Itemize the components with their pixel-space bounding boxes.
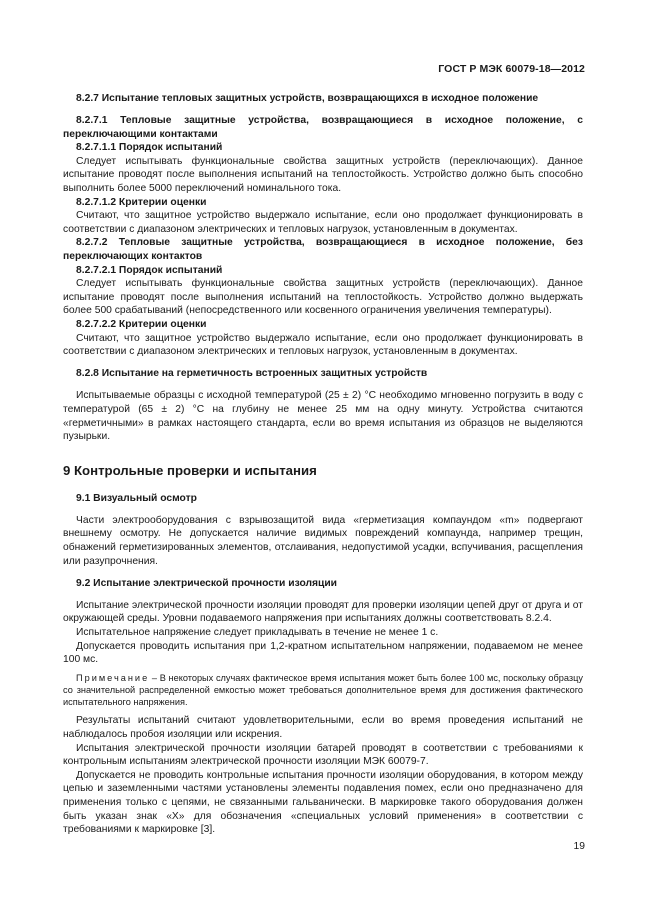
paragraph-8-2-7-2-1: Следует испытывать функциональные свойства защитных устройств (переключающих). Данное испытание проводят после выполнения испытаний на теплостойкость. Устройство должно выдержать более 500 срабатываний (непосредственного или косвенного ограничения увеличения температуры). [63, 278, 583, 317]
paragraph-9-2-f: Допускается не проводить контрольные испытания прочности изоляции оборудования, в котором между цепью и заземленными частями установлены элементы подавления помех, если оно предназначено для применения только с цепями, не связанными гальванически. В маркировке такого оборудования должен быть указан знак «X» для обозначения «специальных условий применения» в соответствии с требованиями к маркировке [3]. [63, 769, 583, 836]
paragraph-8-2-7-2-2: Считают, что защитное устройство выдержало испытание, если оно продолжает функционировать в соответствии с диапазоном электрических и тепловых нагрузок, установленным в документах. [63, 332, 583, 358]
paragraph-9-2-a: Испытание электрической прочности изоляции проводят для проверки изоляции цепей друг от друга и от окружающей среды. Уровни подаваемого напряжения при испытаниях должны соответствовать 8.2.4. [63, 599, 583, 625]
paragraph-9-1: Части электрооборудования с взрывозащитой вида «герметизация компаундом «m» подвергают внешнему осмотру. Не допускается наличие видимых повреждений компаунда, например трещин, обнажений герметизированных элементов, отслаивания, недопустимой усадки, вспучивания, расщепления или разупрочнения. [63, 514, 583, 567]
paragraph-9-2-c: Допускается проводить испытания при 1,2-кратном испытательном напряжении, подаваемом не менее 100 мс. [63, 640, 583, 666]
section-heading-8-2-7-1-2: 8.2.7.1.2 Критерии оценки [76, 196, 207, 208]
section-heading-8-2-7-1-1: 8.2.7.1.1 Порядок испытаний [76, 142, 223, 154]
paragraph-8-2-8: Испытываемые образцы с исходной температурой (25 ± 2) °C необходимо мгновенно погрузить в воду с температурой (65 ± 2) °C на глубину не менее 25 мм на одну минуту. Устройства считаются «герметичными» в рамках настоящего стандарта, если во время испытания из образцов не выделяются пузырьки. [63, 390, 583, 443]
note-text: – В некоторых случаях фактическое время испытания может быть более 100 мс, поскольку образцу со значительной распределенной емкостью может требоваться дополнительное время для достижения фактического испытательного напряжения. [63, 672, 583, 708]
section-heading-8-2-7-2: 8.2.7.2 Тепловые защитные устройства, возвращающиеся в исходное положение, без переключающих контактов [63, 237, 583, 263]
section-heading-8-2-7-2-1: 8.2.7.2.1 Порядок испытаний [76, 264, 223, 276]
page-header-standard: ГОСТ Р МЭК 60079-18—2012 [438, 63, 585, 75]
section-heading-8-2-7: 8.2.7 Испытание тепловых защитных устройств, возвращающихся в исходное положение [76, 93, 539, 104]
paragraph-8-2-7-1-2: Считают, что защитное устройство выдержало испытание, если оно продолжает функционировать в соответствии с диапазоном электрических и тепловых нагрузок, установленным в документах. [63, 210, 583, 235]
section-heading-8-2-8: 8.2.8 Испытание на герметичность встроенных защитных устройств [76, 368, 428, 380]
section-heading-8-2-7-1: 8.2.7.1 Тепловые защитные устройства, возвращающиеся в исходное положение, с переключающими контактами [63, 115, 583, 140]
section-heading-9-2: 9.2 Испытание электрической прочности изоляции [76, 577, 338, 589]
paragraph-8-2-7-1-1: Следует испытывать функциональные свойства защитных устройств (переключающих). Данное испытание проводят после выполнения испытаний на теплостойкость. Устройство должно быть способно выполнить более 5000 переключений номинального тока. [63, 155, 583, 195]
paragraph-9-2-b: Испытательное напряжение следует прикладывать в течение не менее 1 с. [76, 627, 439, 638]
note-label: Примечание [76, 672, 150, 683]
paragraph-9-2-d: Результаты испытаний считают удовлетворительными, если во время проведения испытаний не наблюдалось пробоя изоляции или искрения. [63, 715, 583, 740]
note [63, 672, 583, 709]
page-number: 19 [573, 841, 585, 852]
page-content [63, 92, 583, 837]
section-heading-9-1: 9.1 Визуальный осмотр [76, 492, 197, 504]
paragraph-9-2-e: Испытания электрической прочности изоляции батарей проводят в соответствии с требованиями к контрольным испытаниям электрической прочности изоляции МЭК 60079-7. [63, 742, 583, 768]
section-heading-8-2-7-2-2: 8.2.7.2.2 Критерии оценки [76, 319, 207, 330]
chapter-heading-9: 9 Контрольные проверки и испытания [63, 462, 317, 478]
